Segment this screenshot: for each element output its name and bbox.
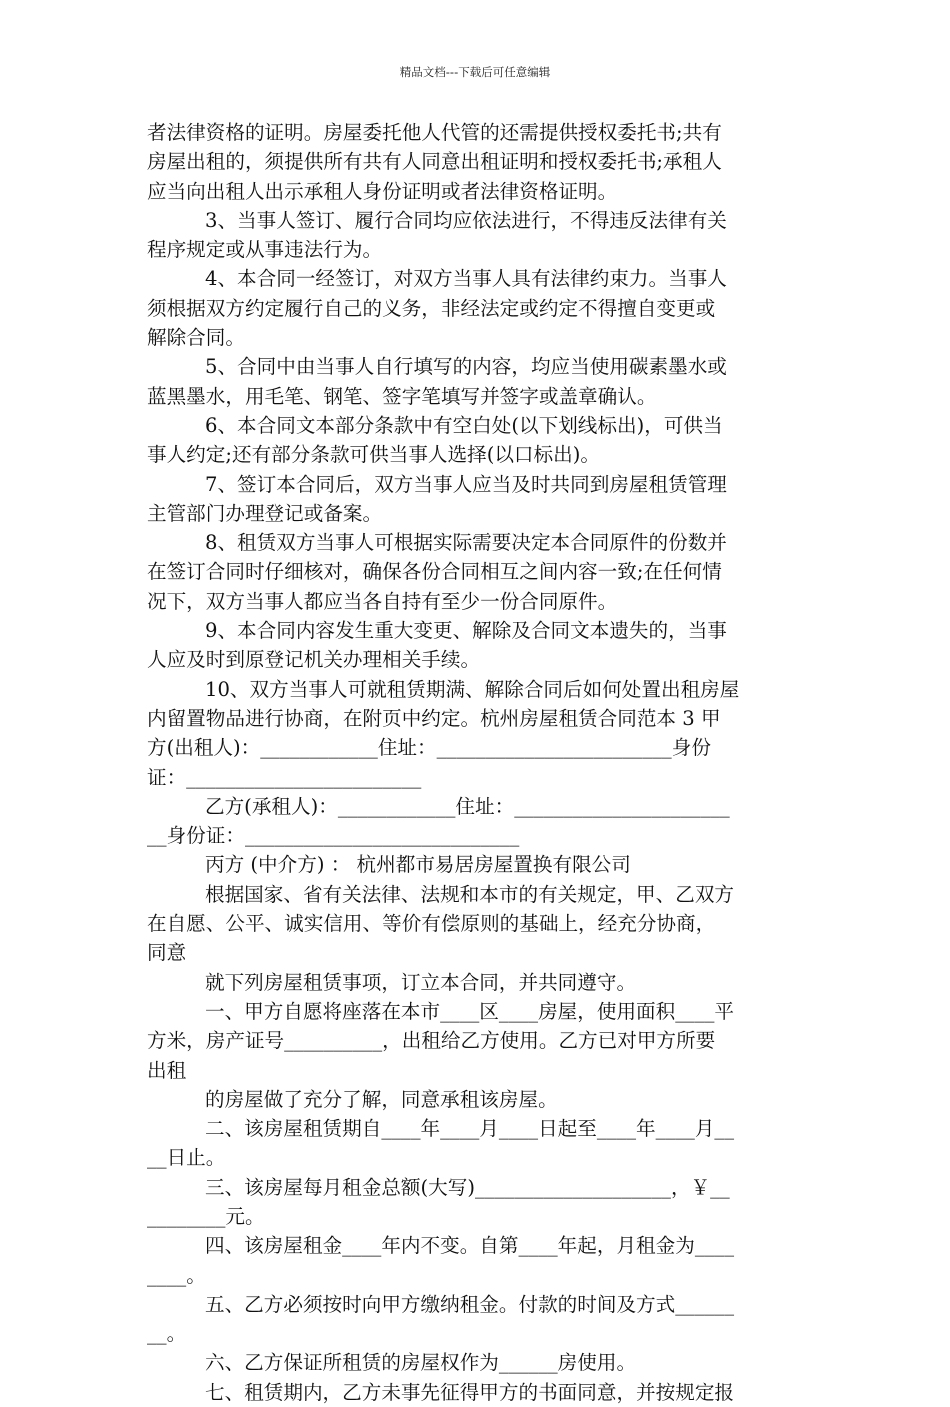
text-line: 根据国家、省有关法律、法规和本市的有关规定，甲、乙双方 xyxy=(205,882,735,906)
text-line: 10、双方当事人可就租赁期满、解除合同后如何处置出租房屋 xyxy=(205,677,740,701)
text-line: 事人约定;还有部分条款可供当事人选择(以口标出)。 xyxy=(147,443,600,467)
page-header: 精品文档---下载后可任意编辑 xyxy=(399,65,551,79)
text-line: 乙方(承租人)：____________住址：______________________ xyxy=(205,794,730,818)
text-line: ________元。 xyxy=(147,1204,265,1228)
text-line: 5、合同中由当事人自行填写的内容，均应当使用碳素墨水或 xyxy=(205,355,727,379)
text-line: 丙方 (中介方) ： 杭州都市易居房屋置换有限公司 xyxy=(205,853,631,877)
text-line: 况下，双方当事人都应当各自持有至少一份合同原件。 xyxy=(147,589,618,613)
text-line: 证：________________________ xyxy=(147,765,422,789)
text-line: 的房屋做了充分了解，同意承租该房屋。 xyxy=(205,1087,558,1111)
text-line: 同意 xyxy=(147,941,187,965)
text-line: 3、当事人签订、履行合同均应依法进行，不得违反法律有关 xyxy=(205,208,727,232)
text-line: 7、签订本合同后，双方当事人应当及时共同到房屋租赁管理 xyxy=(205,472,727,496)
text-line: 程序规定或从事违法行为。 xyxy=(147,238,383,262)
text-line: 二、该房屋租赁期自____年____月____日起至____年____月__ xyxy=(205,1117,735,1141)
text-line: 主管部门办理登记或备案。 xyxy=(147,501,383,525)
text-line: 应当向出租人出示承租人身份证明或者法律资格证明。 xyxy=(147,179,618,203)
text-line: 六、乙方保证所租赁的房屋权作为______房使用。 xyxy=(205,1351,637,1375)
document-body xyxy=(147,118,807,1407)
text-line: 人应及时到原登记机关办理相关手续。 xyxy=(147,648,481,672)
text-line: 8、租赁双方当事人可根据实际需要决定本合同原件的份数并 xyxy=(205,531,727,555)
text-line: __身份证：____________________________ xyxy=(147,824,520,848)
text-line: 9、本合同内容发生重大变更、解除及合同文本遗失的，当事 xyxy=(205,619,727,643)
text-line: 6、本合同文本部分条款中有空白处(以下划线标出)，可供当 xyxy=(205,413,723,437)
text-line: 方(出租人)：____________住址：________________________身份 xyxy=(147,736,711,760)
text-line: 五、乙方必须按时向甲方缴纳租金。付款的时间及方式______ xyxy=(205,1292,735,1316)
text-line: 解除合同。 xyxy=(147,326,245,350)
text-line: 蓝黑墨水，用毛笔、钢笔、签字笔填写并签字或盖章确认。 xyxy=(147,384,657,408)
text-line: 须根据双方约定履行自己的义务，非经法定或约定不得擅自变更或 xyxy=(147,296,716,320)
text-line: 一、甲方自愿将座落在本市____区____房屋，使用面积____平 xyxy=(205,999,735,1023)
text-line: __。 xyxy=(147,1322,187,1346)
text-line: 方米，房产证号__________，出租给乙方使用。乙方已对甲方所要 xyxy=(147,1029,716,1053)
text-line: 者法律资格的证明。房屋委托他人代管的还需提供授权委托书;共有 xyxy=(147,121,722,144)
text-line: 房屋出租的，须提供所有共有人同意出租证明和授权委托书;承租人 xyxy=(147,150,722,174)
text-line: 4、本合同一经签订，对双方当事人具有法律约束力。当事人 xyxy=(205,267,727,291)
text-line: 在自愿、公平、诚实信用、等价有偿原则的基础上，经充分协商， xyxy=(147,912,716,936)
text-line: ____。 xyxy=(147,1263,206,1287)
text-line: 三、该房屋每月租金总额(大写)____________________，￥__ xyxy=(205,1175,730,1199)
text-line: 四、该房屋租金____年内不变。自第____年起，月租金为____ xyxy=(205,1234,735,1258)
text-line: 就下列房屋租赁事项，订立本合同，并共同遵守。 xyxy=(205,970,637,994)
text-line: 七、租赁期内，乙方未事先征得甲方的书面同意，并按规定报 xyxy=(205,1380,735,1404)
text-line: __日止。 xyxy=(147,1146,226,1170)
text-line: 在签订合同时仔细核对，确保各份合同相互之间内容一致;在任何情 xyxy=(147,560,722,584)
text-line: 出租 xyxy=(147,1058,187,1082)
text-line: 内留置物品进行协商，在附页中约定。杭州房屋租赁合同范本 3 甲 xyxy=(147,706,721,730)
